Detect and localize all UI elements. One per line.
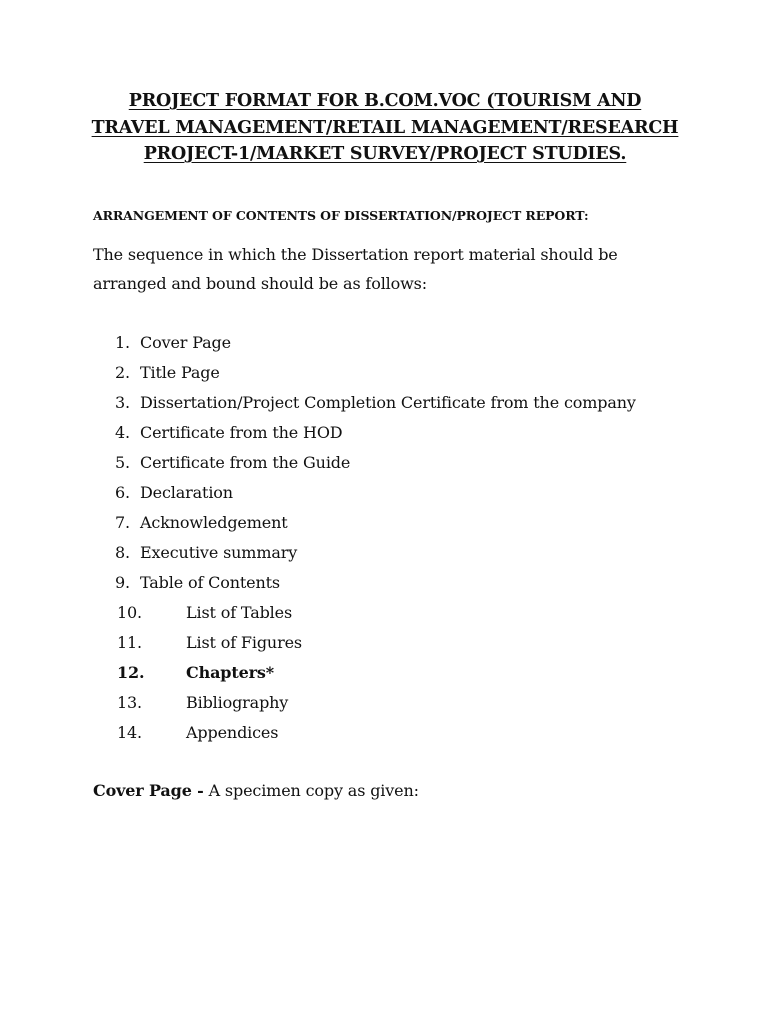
- document-title: PROJECT FORMAT FOR B.COM.VOC (TOURISM AND TRAVEL MANAGEMENT/RETAIL MANAGEMENT/RESEARCH PROJECT-1/MARKET SURVEY/PROJECT STUDIES.: [91, 91, 679, 164]
- intro-paragraph: The sequence in which the Dissertation report material should be arranged and bound should be as follows:: [93, 245, 618, 293]
- item-label: Dissertation/Project Completion Certificate from the company: [140, 393, 636, 412]
- item-label: List of Tables: [186, 603, 293, 622]
- item-label: List of Figures: [186, 633, 302, 652]
- item-number: 7.: [115, 513, 130, 532]
- item-label: Appendices: [186, 723, 279, 742]
- item-number: 6.: [115, 483, 130, 502]
- item-label: Executive summary: [140, 543, 298, 562]
- item-label: Bibliography: [186, 693, 289, 712]
- item-number: 10.: [117, 603, 142, 622]
- item-label: Certificate from the HOD: [140, 423, 343, 442]
- item-number: 2.: [115, 363, 130, 382]
- item-number: 13.: [117, 693, 142, 712]
- item-number: 8.: [115, 543, 130, 562]
- item-number: 1.: [115, 333, 130, 352]
- item-label: Certificate from the Guide: [140, 453, 351, 472]
- cover-page-note: [93, 779, 419, 803]
- item-number: 3.: [115, 393, 130, 412]
- item-number: 14.: [117, 723, 142, 742]
- item-label: Title Page: [140, 363, 220, 382]
- item-label: Acknowledgement: [140, 513, 288, 532]
- item-number: 4.: [115, 423, 130, 442]
- item-number: 12.: [117, 663, 145, 682]
- item-number: 5.: [115, 453, 130, 472]
- item-label: Table of Contents: [140, 573, 280, 592]
- item-number: 11.: [117, 633, 142, 652]
- cover-page-text: A specimen copy as given:: [203, 781, 419, 800]
- item-label: Chapters*: [186, 663, 274, 682]
- item-label: Declaration: [140, 483, 233, 502]
- section-heading: ARRANGEMENT OF CONTENTS OF DISSERTATION/PROJECT REPORT:: [93, 208, 589, 223]
- item-label: Cover Page: [140, 333, 231, 352]
- item-number: 9.: [115, 573, 130, 592]
- cover-page-lead: Cover Page -: [93, 781, 204, 800]
